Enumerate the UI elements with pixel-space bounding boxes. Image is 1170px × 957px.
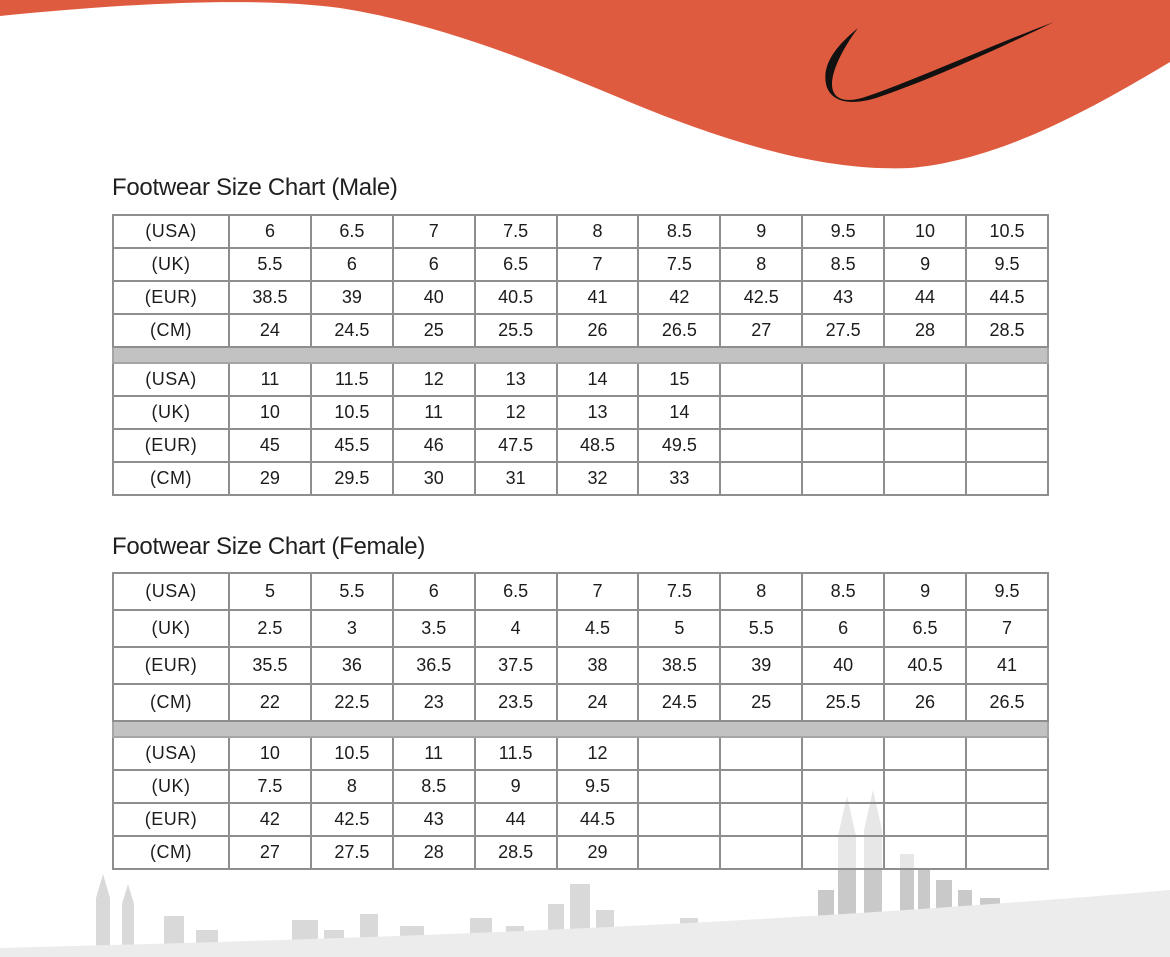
size-cell: 46 xyxy=(393,429,475,462)
table-row xyxy=(113,248,1048,281)
size-cell xyxy=(638,737,720,770)
size-cell xyxy=(884,363,966,396)
size-cell: 22 xyxy=(229,684,311,721)
size-cell: 9 xyxy=(720,215,802,248)
row-label-eur: (EUR) xyxy=(113,429,229,462)
row-label-eur: (EUR) xyxy=(113,647,229,684)
size-cell: 5 xyxy=(229,573,311,610)
size-cell: 3 xyxy=(311,610,393,647)
size-cell: 38.5 xyxy=(229,281,311,314)
table-row xyxy=(113,836,1048,869)
size-cell: 10.5 xyxy=(311,737,393,770)
size-cell xyxy=(884,836,966,869)
table-row xyxy=(113,429,1048,462)
size-cell: 5.5 xyxy=(229,248,311,281)
size-cell: 6.5 xyxy=(475,248,557,281)
size-cell: 6.5 xyxy=(884,610,966,647)
size-cell: 26 xyxy=(884,684,966,721)
size-cell: 6 xyxy=(393,248,475,281)
size-cell: 25 xyxy=(720,684,802,721)
size-cell: 28 xyxy=(884,314,966,347)
table-row xyxy=(113,462,1048,495)
size-cell: 29 xyxy=(229,462,311,495)
size-cell xyxy=(966,462,1048,495)
size-cell: 40 xyxy=(802,647,884,684)
male-size-table xyxy=(112,214,1049,496)
size-cell: 7 xyxy=(393,215,475,248)
size-cell: 3.5 xyxy=(393,610,475,647)
size-cell: 27 xyxy=(720,314,802,347)
size-cell xyxy=(802,363,884,396)
table-row xyxy=(113,314,1048,347)
size-cell: 15 xyxy=(638,363,720,396)
size-cell xyxy=(802,803,884,836)
size-cell: 4.5 xyxy=(557,610,639,647)
male-chart-title: Footwear Size Chart (Male) xyxy=(112,174,398,201)
size-cell xyxy=(720,803,802,836)
size-cell: 10 xyxy=(229,396,311,429)
size-cell: 44 xyxy=(884,281,966,314)
size-cell: 24.5 xyxy=(638,684,720,721)
header-wave xyxy=(0,0,1170,200)
size-cell: 9.5 xyxy=(966,573,1048,610)
table-row xyxy=(113,215,1048,248)
row-label-uk: (UK) xyxy=(113,770,229,803)
size-cell: 29 xyxy=(557,836,639,869)
row-label-cm: (CM) xyxy=(113,684,229,721)
size-cell xyxy=(966,363,1048,396)
table-row xyxy=(113,281,1048,314)
size-cell: 25 xyxy=(393,314,475,347)
size-cell: 38 xyxy=(557,647,639,684)
size-cell: 6.5 xyxy=(475,573,557,610)
size-cell: 11 xyxy=(393,396,475,429)
row-label-cm: (CM) xyxy=(113,462,229,495)
size-cell: 7 xyxy=(557,248,639,281)
size-cell: 22.5 xyxy=(311,684,393,721)
size-cell xyxy=(720,737,802,770)
size-cell xyxy=(638,836,720,869)
size-cell xyxy=(638,770,720,803)
size-cell: 10.5 xyxy=(966,215,1048,248)
size-cell: 6 xyxy=(393,573,475,610)
size-cell: 6 xyxy=(802,610,884,647)
table-separator xyxy=(113,721,1048,737)
size-cell: 6.5 xyxy=(311,215,393,248)
size-cell: 5.5 xyxy=(720,610,802,647)
table-row xyxy=(113,396,1048,429)
size-cell xyxy=(884,770,966,803)
size-cell: 41 xyxy=(966,647,1048,684)
table-row xyxy=(113,647,1048,684)
size-cell: 8.5 xyxy=(393,770,475,803)
size-cell: 5.5 xyxy=(311,573,393,610)
size-cell xyxy=(720,396,802,429)
row-label-eur: (EUR) xyxy=(113,281,229,314)
size-cell: 9.5 xyxy=(966,248,1048,281)
size-cell: 24.5 xyxy=(311,314,393,347)
size-cell xyxy=(720,429,802,462)
size-cell: 8 xyxy=(311,770,393,803)
size-cell: 24 xyxy=(557,684,639,721)
size-cell: 32 xyxy=(557,462,639,495)
size-cell xyxy=(884,737,966,770)
size-cell xyxy=(802,462,884,495)
row-label-usa: (USA) xyxy=(113,215,229,248)
row-label-uk: (UK) xyxy=(113,396,229,429)
size-cell: 13 xyxy=(475,363,557,396)
size-cell: 7.5 xyxy=(638,248,720,281)
separator-bar xyxy=(113,721,1048,737)
table-row xyxy=(113,610,1048,647)
size-cell xyxy=(884,462,966,495)
size-cell: 43 xyxy=(802,281,884,314)
size-cell: 2.5 xyxy=(229,610,311,647)
size-cell: 8 xyxy=(720,573,802,610)
size-cell: 26.5 xyxy=(966,684,1048,721)
size-cell xyxy=(720,836,802,869)
size-cell: 9.5 xyxy=(802,215,884,248)
row-label-usa: (USA) xyxy=(113,737,229,770)
size-cell: 41 xyxy=(557,281,639,314)
size-cell xyxy=(884,396,966,429)
size-cell: 28 xyxy=(393,836,475,869)
size-cell xyxy=(720,363,802,396)
size-cell xyxy=(638,803,720,836)
size-cell: 40.5 xyxy=(884,647,966,684)
size-cell: 33 xyxy=(638,462,720,495)
size-cell: 10 xyxy=(229,737,311,770)
size-cell: 40.5 xyxy=(475,281,557,314)
size-cell xyxy=(802,737,884,770)
size-cell: 12 xyxy=(475,396,557,429)
size-cell: 9.5 xyxy=(557,770,639,803)
size-cell: 6 xyxy=(311,248,393,281)
size-cell: 10 xyxy=(884,215,966,248)
size-cell: 12 xyxy=(393,363,475,396)
size-cell: 11 xyxy=(229,363,311,396)
size-cell: 47.5 xyxy=(475,429,557,462)
table-row xyxy=(113,737,1048,770)
size-cell xyxy=(966,803,1048,836)
size-cell xyxy=(720,462,802,495)
size-cell: 27.5 xyxy=(802,314,884,347)
size-cell: 4 xyxy=(475,610,557,647)
size-cell: 8 xyxy=(557,215,639,248)
size-cell: 35.5 xyxy=(229,647,311,684)
size-cell: 8.5 xyxy=(638,215,720,248)
female-size-table xyxy=(112,572,1049,870)
size-cell: 10.5 xyxy=(311,396,393,429)
size-cell: 26.5 xyxy=(638,314,720,347)
size-cell xyxy=(966,737,1048,770)
size-cell: 45 xyxy=(229,429,311,462)
size-cell: 6 xyxy=(229,215,311,248)
size-cell: 11 xyxy=(393,737,475,770)
size-cell: 49.5 xyxy=(638,429,720,462)
size-cell xyxy=(802,429,884,462)
size-cell: 42.5 xyxy=(311,803,393,836)
size-cell: 24 xyxy=(229,314,311,347)
size-cell: 8.5 xyxy=(802,248,884,281)
size-cell xyxy=(884,429,966,462)
size-cell: 48.5 xyxy=(557,429,639,462)
size-cell: 26 xyxy=(557,314,639,347)
size-cell: 7 xyxy=(557,573,639,610)
size-cell: 39 xyxy=(720,647,802,684)
size-cell: 38.5 xyxy=(638,647,720,684)
size-cell: 42.5 xyxy=(720,281,802,314)
size-cell: 25.5 xyxy=(802,684,884,721)
size-cell: 14 xyxy=(557,363,639,396)
size-cell: 40 xyxy=(393,281,475,314)
size-cell: 12 xyxy=(557,737,639,770)
size-cell: 27.5 xyxy=(311,836,393,869)
size-cell: 7 xyxy=(966,610,1048,647)
table-row xyxy=(113,363,1048,396)
orange-wave-shape xyxy=(0,0,1170,168)
size-cell: 7.5 xyxy=(229,770,311,803)
row-label-uk: (UK) xyxy=(113,610,229,647)
size-cell: 23.5 xyxy=(475,684,557,721)
size-cell: 7.5 xyxy=(638,573,720,610)
row-label-cm: (CM) xyxy=(113,314,229,347)
size-cell: 14 xyxy=(638,396,720,429)
row-label-uk: (UK) xyxy=(113,248,229,281)
separator-bar xyxy=(113,347,1048,363)
size-cell: 11.5 xyxy=(311,363,393,396)
size-cell: 7.5 xyxy=(475,215,557,248)
size-cell: 42 xyxy=(638,281,720,314)
size-cell: 44 xyxy=(475,803,557,836)
size-cell xyxy=(966,770,1048,803)
row-label-usa: (USA) xyxy=(113,363,229,396)
table-row xyxy=(113,803,1048,836)
table-row xyxy=(113,770,1048,803)
table-separator xyxy=(113,347,1048,363)
size-cell xyxy=(966,429,1048,462)
size-cell: 31 xyxy=(475,462,557,495)
size-cell: 28.5 xyxy=(966,314,1048,347)
size-cell: 13 xyxy=(557,396,639,429)
size-cell: 39 xyxy=(311,281,393,314)
size-cell: 25.5 xyxy=(475,314,557,347)
size-cell: 9 xyxy=(884,248,966,281)
size-cell: 9 xyxy=(475,770,557,803)
size-cell: 36.5 xyxy=(393,647,475,684)
size-cell: 27 xyxy=(229,836,311,869)
size-cell: 42 xyxy=(229,803,311,836)
size-cell xyxy=(802,836,884,869)
size-cell xyxy=(884,803,966,836)
size-cell: 44.5 xyxy=(966,281,1048,314)
size-cell xyxy=(966,396,1048,429)
size-cell: 45.5 xyxy=(311,429,393,462)
size-cell xyxy=(802,396,884,429)
female-chart-title: Footwear Size Chart (Female) xyxy=(112,533,426,560)
size-cell: 30 xyxy=(393,462,475,495)
row-label-usa: (USA) xyxy=(113,573,229,610)
size-cell: 23 xyxy=(393,684,475,721)
size-cell: 44.5 xyxy=(557,803,639,836)
size-cell xyxy=(720,770,802,803)
row-label-cm: (CM) xyxy=(113,836,229,869)
size-cell xyxy=(966,836,1048,869)
size-cell: 9 xyxy=(884,573,966,610)
size-cell: 28.5 xyxy=(475,836,557,869)
size-cell: 8.5 xyxy=(802,573,884,610)
size-cell: 5 xyxy=(638,610,720,647)
row-label-eur: (EUR) xyxy=(113,803,229,836)
table-row xyxy=(113,684,1048,721)
size-cell: 29.5 xyxy=(311,462,393,495)
size-cell: 8 xyxy=(720,248,802,281)
size-cell: 37.5 xyxy=(475,647,557,684)
size-cell: 36 xyxy=(311,647,393,684)
table-row xyxy=(113,573,1048,610)
size-cell: 11.5 xyxy=(475,737,557,770)
size-cell xyxy=(802,770,884,803)
size-cell: 43 xyxy=(393,803,475,836)
